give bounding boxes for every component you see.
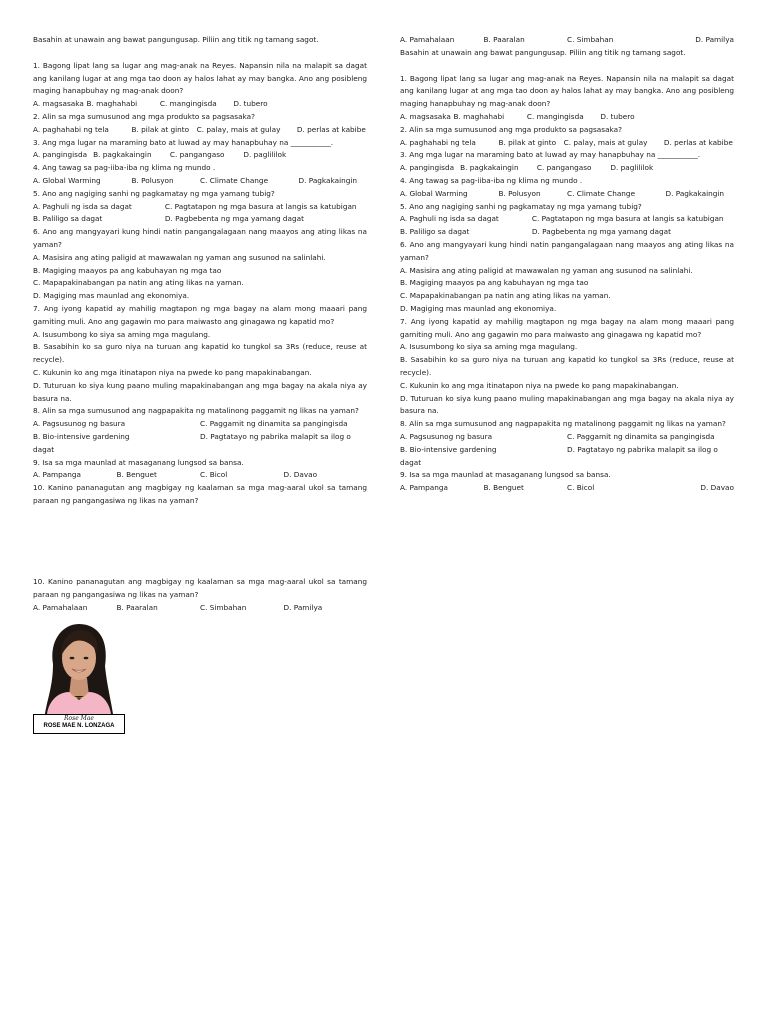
question-7: 7. Ang iyong kapatid ay mahilig magtapon ng mga bagay na alam mong maaari pang gamiting muli. Ano ang gagawin mo para maiwasto ang ginagawa ng kapatid mo? (400, 316, 734, 339)
question-8-options-row1 (33, 418, 367, 431)
portrait-image (33, 616, 125, 714)
option-d-first: D. Pagtatayo ng pabrika malapit sa ilog o (567, 444, 718, 454)
question-9-options (400, 482, 734, 495)
question-5-options-row2 (33, 213, 367, 226)
option-c: C. mangingisda (159, 99, 217, 109)
option-c: C. Kukunin ko ang mga itinatapon niya na pwede ko pang mapakinabangan. (33, 367, 312, 377)
option-d-continued: dagat (33, 444, 55, 454)
option-a: A. Masisira ang ating paligid at mawawalan ng yaman ang susunod na salinlahi. (33, 252, 326, 262)
question-9: 9. Isa sa mga maunlad at masaganang lungsod sa bansa. (400, 470, 611, 480)
option-b: B. Polusyon (131, 175, 174, 185)
option-a: A. Masisira ang ating paligid at mawawalan ng yaman ang susunod na salinlahi. (400, 265, 693, 275)
option-c: C. mangingisda (526, 111, 584, 121)
question-8-options-row2 (33, 431, 367, 444)
option-c: C. Kukunin ko ang mga itinatapon niya na pwede ko pang mapakinabangan. (400, 380, 679, 390)
instructions: Basahin at unawain ang bawat pangungusap. Piliin ang titik ng tamang sagot. (400, 47, 686, 57)
option-b: B. Benguet (483, 483, 524, 493)
option-c: C. Paggamit ng dinamita sa pangingisda (567, 431, 715, 441)
option-b: B. pilak at ginto (131, 124, 190, 134)
option-b: B. pagkakaingin (93, 150, 152, 160)
question-1: 1. Bagong lipat lang sa lugar ang mag-anak na Reyes. Napansin nila na malapit sa dagat ang kanilang lugar at ang mga tao doon ay halos lahat ay may bangka. Ano ang posibleng maging hanapbuhay ng mag-anak doon? (400, 73, 734, 109)
option-d: D. tubero (233, 99, 268, 109)
option-d: D. Tuturuan ko siya kung paano muling mapakinabangan ang mga bagay na akala niya ay basura na. (400, 393, 734, 416)
option-b: B. Bio-intensive gardening (33, 431, 130, 441)
option-d: D. paglililok (243, 150, 287, 160)
question-5: 5. Ano ang nagiging sanhi ng pagkamatay ng mga yamang tubig? (33, 188, 275, 198)
option-c: C. palay, mais at gulay (563, 137, 648, 147)
question-7: 7. Ang iyong kapatid ay mahilig magtapon ng mga bagay na alam mong maaari pang gamiting muli. Ano ang gagawin mo para maiwasto ang ginagawa ng kapatid mo? (33, 303, 367, 326)
question-9-options (33, 469, 367, 482)
option-c: C. Bicol (200, 470, 228, 480)
option-a: A. pangingisda (33, 150, 88, 160)
option-d: D. Magiging mas maunlad ang ekonomiya. (400, 303, 557, 313)
question-6: 6. Ano ang mangyayari kung hindi natin pangangalagaan nang maayos ang ating likas na yaman? (33, 227, 367, 249)
option-d: D. Pamilya (283, 602, 323, 612)
option-d: D. Pagkakaingin (298, 175, 358, 185)
option-b: B. pagkakaingin (460, 163, 519, 173)
option-a: A. magsasaka (400, 111, 451, 121)
option-c: C. palay, mais at gulay (196, 124, 281, 134)
question-8-options-row2 (400, 444, 734, 457)
option-d: D. tubero (600, 111, 635, 121)
worksheet-left-lower (33, 576, 367, 614)
option-d-first: D. Pagtatayo ng pabrika malapit sa ilog o (200, 431, 351, 441)
question-8: 8. Alin sa mga sumusunod ang nagpapakita ng matalinong paggamit ng likas na yaman? (33, 406, 359, 416)
option-b: B. maghahabi (86, 99, 138, 109)
option-d: D. Pagbebenta ng mga yamang dagat (164, 214, 304, 224)
question-3-options (400, 162, 734, 175)
signature-name: ROSE MAE N. LONZAGA (43, 723, 115, 729)
option-d: D. Tuturuan ko siya kung paano muling mapakinabangan ang mga bagay na akala niya ay basura na. (33, 380, 367, 403)
option-b: B. Paaralan (116, 602, 158, 612)
option-c: C. Climate Change (566, 188, 636, 198)
option-c: C. Simbahan (200, 602, 247, 612)
option-b: B. Benguet (116, 470, 157, 480)
question-1: 1. Bagong lipat lang sa lugar ang mag-anak na Reyes. Napansin nila na malapit sa dagat ang kanilang lugar at ang mga tao doon ay halos lahat ay may bangka. Ano ang posibleng maging hanapbuhay ng mag-anak doon? (33, 60, 367, 96)
question-1-options (33, 98, 367, 111)
option-a: A. Pampanga (400, 483, 448, 493)
option-d: D. Pagkakaingin (665, 188, 725, 198)
question-5-options-row2 (400, 226, 734, 239)
instructions: Basahin at unawain ang bawat pangungusap. Piliin ang titik ng tamang sagot. (33, 35, 319, 44)
author-photo-block (33, 616, 125, 734)
question-3: 3. Ang mga lugar na maraming bato at luwad ay may hanapbuhay na ___________. (400, 150, 701, 160)
option-d: D. perlas at kabibe (663, 137, 733, 147)
option-d: D. paglililok (610, 163, 654, 173)
question-2: 2. Alin sa mga sumusunod ang mga produkto sa pagsasaka? (33, 111, 255, 121)
question-1-options (400, 111, 734, 124)
option-b: B. pilak at ginto (498, 137, 557, 147)
option-a: A. magsasaka (33, 99, 84, 109)
option-a: A. paghahabi ng tela (33, 124, 109, 134)
option-a: A. Global Warming (33, 175, 101, 185)
option-a: A. Pamahalaan (33, 602, 88, 612)
option-c: C. Bicol (567, 483, 595, 493)
question-10: 10. Kanino pananagutan ang magbigay ng kaalaman sa mga mag-aaral ukol sa tamang paraan ng pangangasiwa ng likas na yaman? (33, 483, 367, 505)
option-c: C. Mapapakinabangan pa natin ang ating likas na yaman. (400, 291, 611, 301)
question-5-options-row1 (33, 201, 367, 214)
question-8-options-row1 (400, 431, 734, 444)
option-a: A. Pampanga (33, 470, 81, 480)
option-a: A. Paghuli ng isda sa dagat (400, 214, 499, 224)
question-4: 4. Ang tawag sa pag-iiba-iba ng klima ng mundo . (33, 163, 216, 173)
option-b: B. Polusyon (498, 188, 541, 198)
option-a: A. pangingisda (400, 163, 455, 173)
option-c: C. pangangaso (536, 163, 592, 173)
option-a: A. Global Warming (400, 188, 468, 198)
question-8: 8. Alin sa mga sumusunod ang nagpapakita ng matalinong paggamit ng likas na yaman? (400, 419, 726, 429)
option-c: C. Pagtatapon ng mga basura at langis sa katubigan (164, 201, 357, 211)
option-b: B. Magiging maayos pa ang kabuhayan ng mga tao (33, 265, 222, 275)
option-d: D. Magiging mas maunlad ang ekonomiya. (33, 291, 190, 301)
option-a: A. Paghuli ng isda sa dagat (33, 201, 132, 211)
option-c: C. pangangaso (169, 150, 225, 160)
option-c: C. Pagtatapon ng mga basura at langis sa katubigan (531, 214, 724, 224)
option-b: B. Sasabihin ko sa guro niya na turuan ang kapatid ko tungkol sa 3Rs (reduce, reuse at recycle). (400, 355, 734, 377)
option-a: A. Pagsusunog ng basura (33, 419, 126, 429)
option-d-continued: dagat (400, 457, 422, 467)
question-9: 9. Isa sa mga maunlad at masaganang lungsod sa bansa. (33, 457, 244, 467)
worksheet-right-column (400, 34, 734, 495)
option-b: B. Sasabihin ko sa guro niya na turuan ang kapatid ko tungkol sa 3Rs (reduce, reuse at recycle). (33, 342, 367, 365)
question-2: 2. Alin sa mga sumusunod ang mga produkto sa pagsasaka? (400, 124, 622, 134)
option-c: C. Paggamit ng dinamita sa pangingisda (200, 419, 348, 429)
worksheet-left-column (33, 34, 367, 508)
question-10-repeat: 10. Kanino pananagutan ang magbigay ng kaalaman sa mga mag-aaral ukol sa tamang paraan ng pangangasiwa ng likas na yaman? (33, 577, 367, 599)
question-5-options-row1 (400, 213, 734, 226)
question-10-options-top (400, 34, 734, 47)
signature-box (33, 714, 125, 734)
question-2-options (400, 137, 734, 150)
option-b: B. Bio-intensive gardening (400, 444, 497, 454)
option-a: A. Pagsusunog ng basura (400, 431, 493, 441)
option-a: A. paghahabi ng tela (400, 137, 476, 147)
option-b: B. Paliligo sa dagat (33, 214, 103, 224)
question-4: 4. Ang tawag sa pag-iiba-iba ng klima ng mundo . (400, 175, 583, 185)
question-3-options (33, 149, 367, 162)
option-b: B. Paaralan (483, 35, 525, 44)
question-3: 3. Ang mga lugar na maraming bato at luwad ay may hanapbuhay na ___________. (33, 137, 334, 147)
question-4-options (400, 188, 734, 201)
option-b: B. Paliligo sa dagat (400, 227, 470, 237)
option-a: A. Isusumbong ko siya sa aming mga magulang. (33, 329, 211, 339)
option-d: D. Pamilya (695, 35, 734, 44)
signature-script: Rose Mae (64, 715, 94, 722)
author-photo (33, 616, 125, 714)
question-4-options (33, 175, 367, 188)
option-c: C. Climate Change (199, 175, 269, 185)
option-c: C. Simbahan (567, 35, 614, 44)
option-d: D. perlas at kabibe (296, 124, 366, 134)
question-5: 5. Ano ang nagiging sanhi ng pagkamatay ng mga yamang tubig? (400, 201, 642, 211)
option-d: D. Davao (700, 483, 734, 493)
question-2-options (33, 124, 367, 137)
question-6: 6. Ano ang mangyayari kung hindi natin pangangalagaan nang maayos ang ating likas na yaman? (400, 239, 734, 262)
option-d: D. Davao (283, 470, 318, 480)
option-a: A. Isusumbong ko siya sa aming mga magulang. (400, 342, 578, 352)
question-10-options (33, 602, 367, 615)
option-b: B. Magiging maayos pa ang kabuhayan ng mga tao (400, 278, 589, 288)
option-a: A. Pamahalaan (400, 35, 455, 44)
option-d: D. Pagbebenta ng mga yamang dagat (531, 227, 671, 237)
option-b: B. maghahabi (453, 111, 505, 121)
option-c: C. Mapapakinabangan pa natin ang ating likas na yaman. (33, 278, 244, 288)
